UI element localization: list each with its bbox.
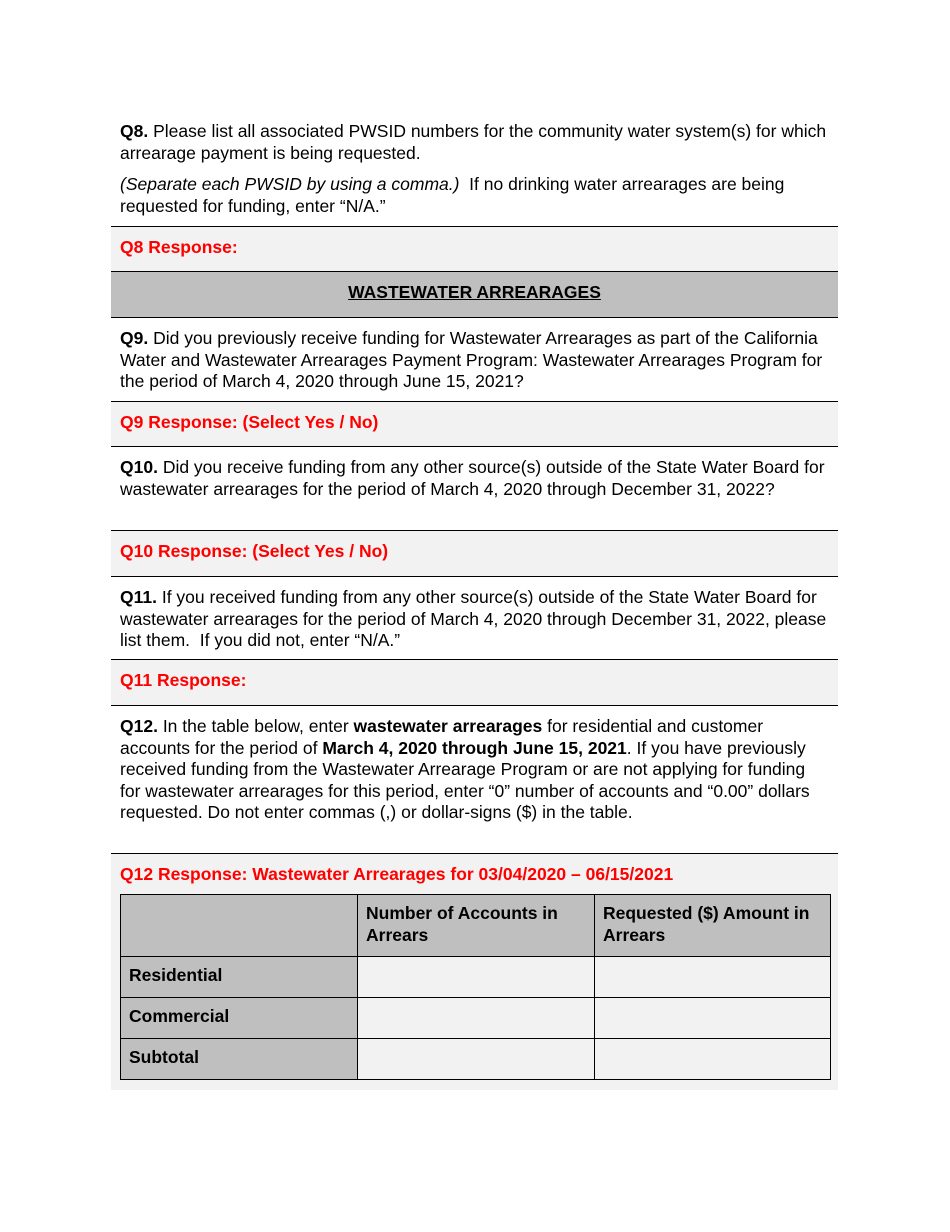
q11-response[interactable] xyxy=(111,659,838,706)
q8-note-rest: If no drinking water arrearages are being requested for funding, enter “N/A.” xyxy=(120,174,790,216)
q10-response[interactable] xyxy=(111,530,838,577)
q12-bold-1: wastewater arrearages xyxy=(353,716,543,736)
q12-text-3: . If you have previously received funding from the Wastewater Arrearage Program or are not applying for funding for wastewater arrearages for this period, enter “0” number of accounts and “0.00” dollars requested. Do not enter commas (,) or dollar-signs ($) in the table. xyxy=(120,737,810,822)
table-row-subtotal xyxy=(121,1039,831,1080)
q8-text: Please list all associated PWSID numbers for the community water system(s) for which arrearage payment is being requested. xyxy=(120,121,827,163)
header-blank xyxy=(121,895,358,957)
q11-response-label: Q11 Response: xyxy=(120,670,247,690)
section-header xyxy=(111,271,838,318)
q10-text: Did you receive funding from any other source(s) outside of the State Water Board for wastewater arrearages for the period of March 4, 2020 through December 31, 2022? xyxy=(120,457,825,499)
arrearages-table xyxy=(120,894,831,1080)
subtotal-accounts-input[interactable] xyxy=(358,1039,595,1080)
q10-response-label: Q10 Response: (Select Yes / No) xyxy=(120,541,389,561)
q11-question xyxy=(111,576,838,660)
q9-response[interactable] xyxy=(111,401,838,447)
q8-response[interactable] xyxy=(111,226,838,272)
q12-question xyxy=(111,705,838,854)
row-label-subtotal: Subtotal xyxy=(121,1039,358,1080)
row-label-commercial: Commercial xyxy=(121,998,358,1039)
header-accounts: Number of Accounts in Arrears xyxy=(358,895,595,957)
q12-text-1: In the table below, enter xyxy=(157,716,354,736)
table-row-commercial xyxy=(121,998,831,1039)
q10-question xyxy=(111,446,838,531)
commercial-amount-input[interactable] xyxy=(595,998,831,1039)
q12-label: Q12. xyxy=(120,716,158,736)
header-amount: Requested ($) Amount in Arrears xyxy=(595,895,831,957)
q8-response-label: Q8 Response: xyxy=(120,237,238,257)
q12-bold-2: March 4, 2020 through June 15, 2021 xyxy=(322,737,627,758)
q11-label: Q11. xyxy=(120,587,157,607)
q8-question xyxy=(111,121,838,226)
q9-question xyxy=(111,317,838,402)
q12-response xyxy=(111,853,838,1090)
q10-label: Q10. xyxy=(120,457,158,477)
table-header-row xyxy=(121,895,831,957)
q12-response-label: Q12 Response: Wastewater Arrearages for 03/04/2020 – 06/15/2021 xyxy=(120,864,674,884)
table-row-residential xyxy=(121,957,831,998)
subtotal-amount-input[interactable] xyxy=(595,1039,831,1080)
q9-text: Did you previously receive funding for Wastewater Arrearages as part of the California Water and Wastewater Arrearages Payment Program: Wastewater Arrearages Program for the period of March 4, 2020 through June 15, 2021? xyxy=(120,328,823,391)
section-header-title: WASTEWATER ARREARAGES xyxy=(348,282,601,302)
residential-amount-input[interactable] xyxy=(595,957,831,998)
residential-accounts-input[interactable] xyxy=(358,957,595,998)
q8-note: (Separate each PWSID by using a comma.) xyxy=(120,174,460,194)
commercial-accounts-input[interactable] xyxy=(358,998,595,1039)
q9-label: Q9. xyxy=(120,328,149,348)
q8-label: Q8. xyxy=(120,121,149,141)
row-label-residential: Residential xyxy=(121,957,358,998)
q12-text-2: for residential and customer accounts for the period of xyxy=(120,716,764,758)
q11-text: If you received funding from any other source(s) outside of the State Water Board for wastewater arrearages for the period of March 4, 2020 through December 31, 2022, please list them. If you did not, enter “N/A.” xyxy=(120,587,832,650)
q9-response-label: Q9 Response: (Select Yes / No) xyxy=(120,412,379,432)
